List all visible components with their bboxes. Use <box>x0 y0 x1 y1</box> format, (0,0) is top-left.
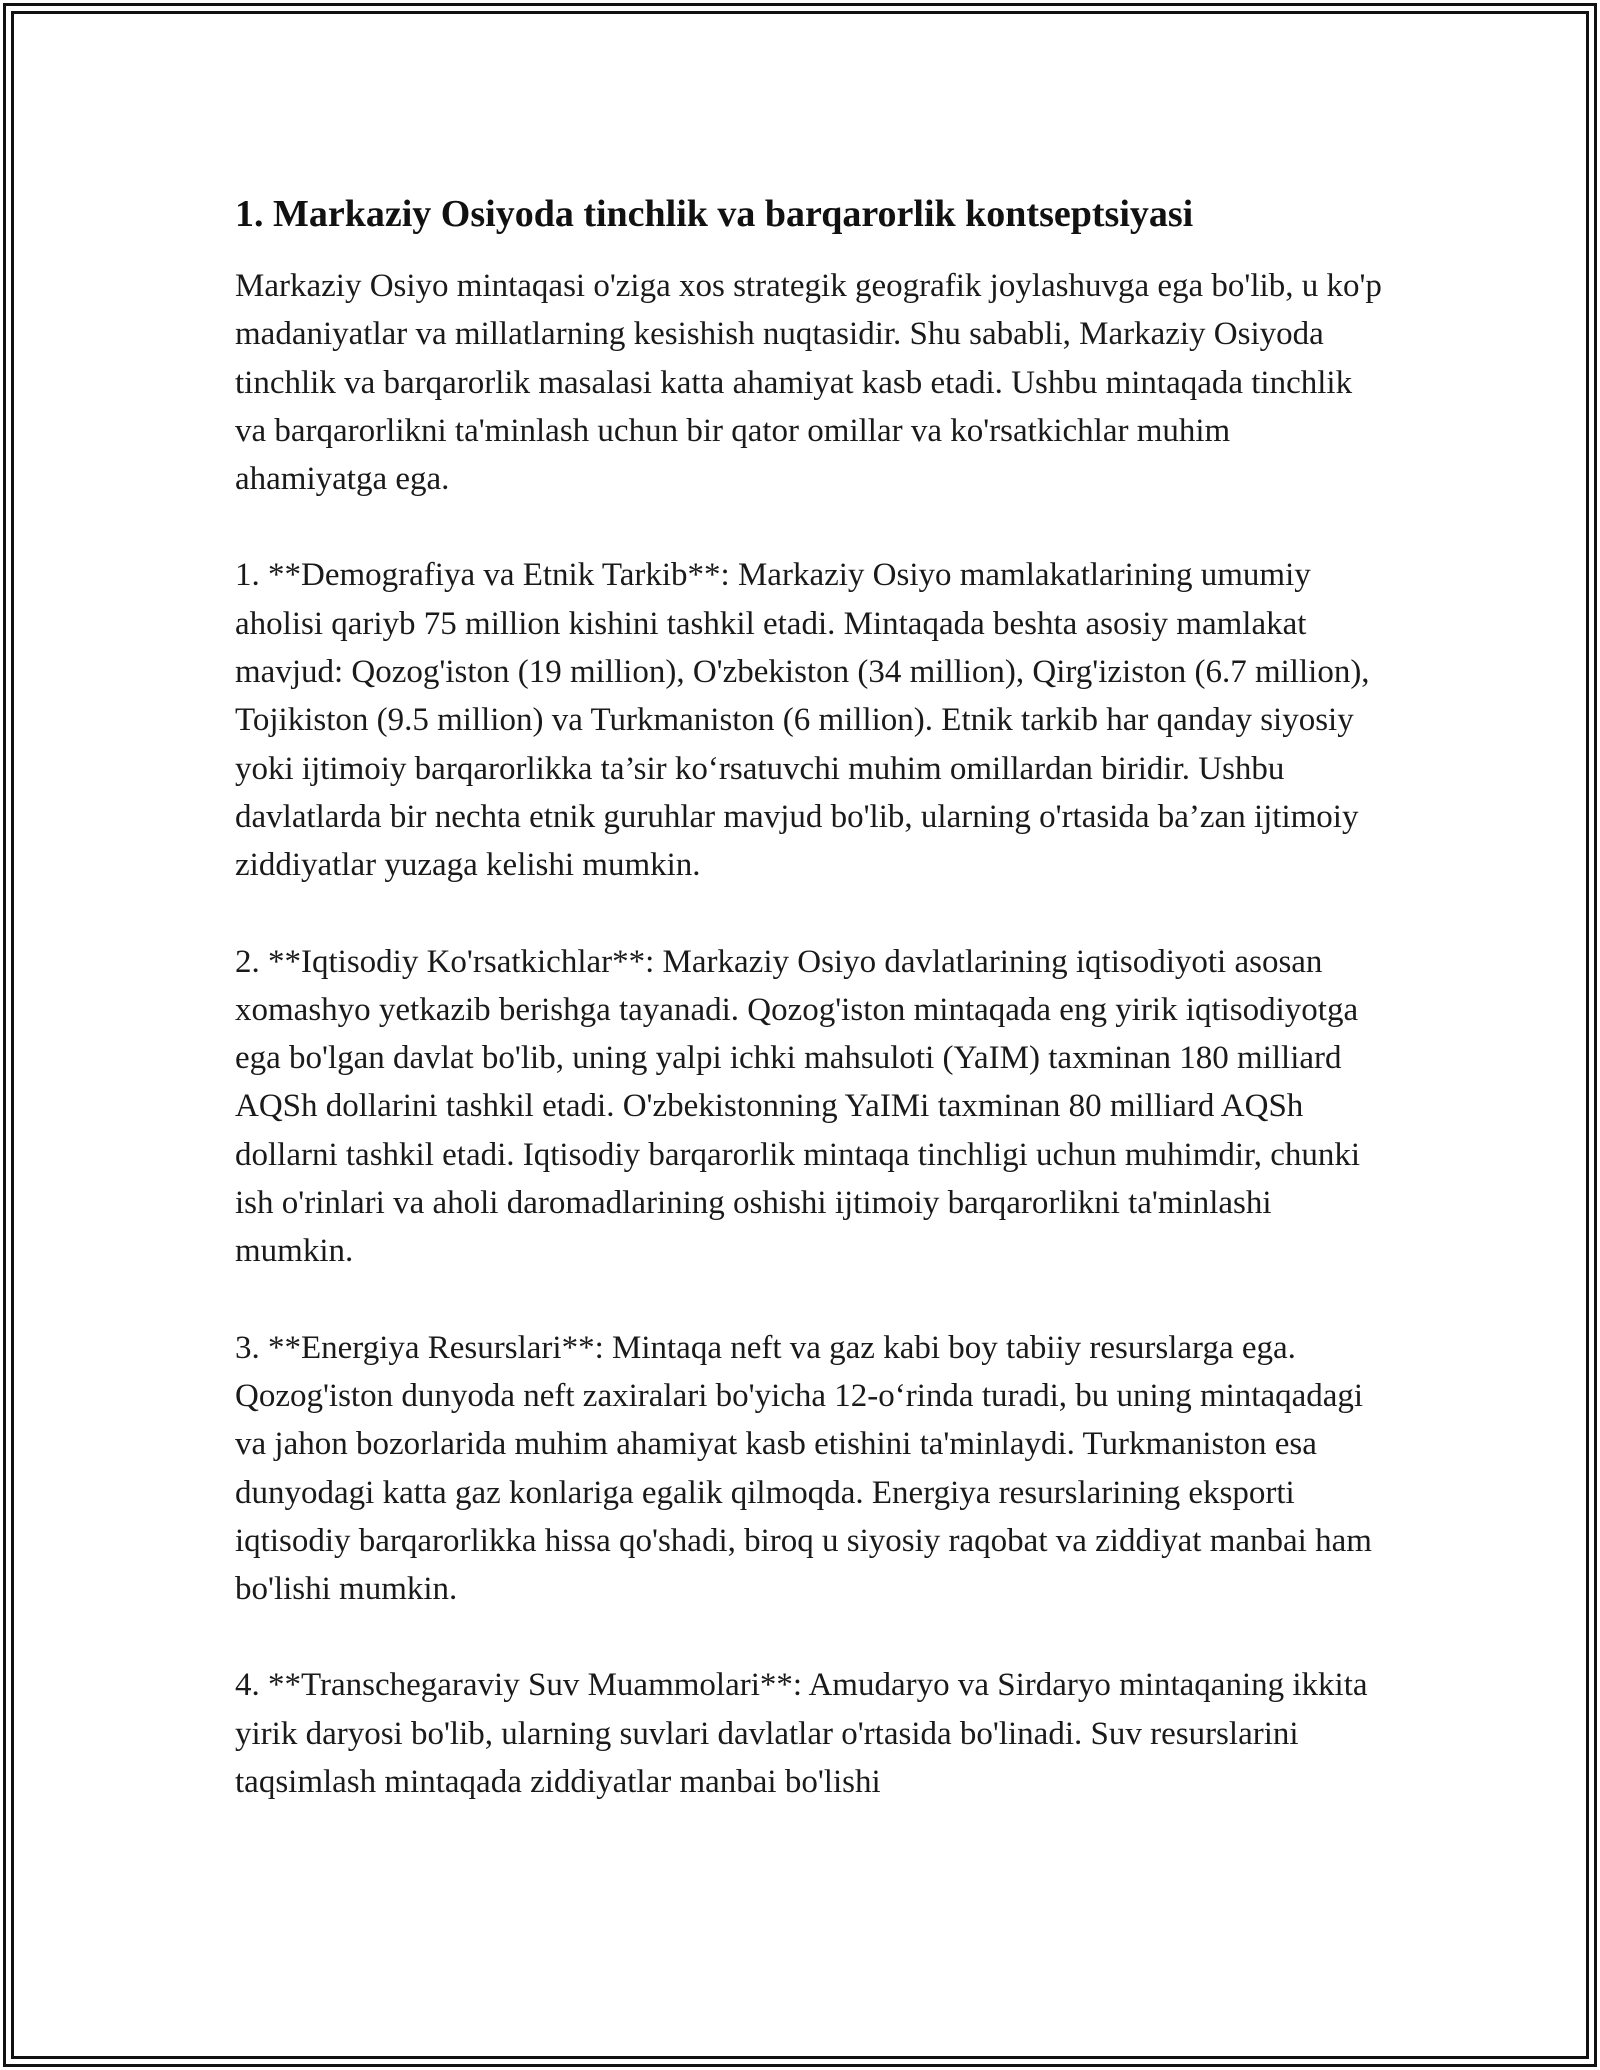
economy-paragraph: 2. **Iqtisodiy Ko'rsatkichlar**: Markaziy Osiyo davlatlarining iqtisodiyoti asosan xomashyo yetkazib berishga tayanadi. Qozog'iston mintaqada eng yirik iqtisodiyotga ega bo'lgan davlat bo'lib, uning yalpi ichki mahsuloti (YaIM) taxminan 180 milliard AQSh dollarini tashkil etadi. O'zbekistonning YaIMi taxminan 80 milliard AQSh dollarni tashkil etadi. Iqtisodiy barqarorlik mintaqa tinchligi uchun muhimdir, chunki ish o'rinlari va aholi daromadlarining oshishi ijtimoiy barqarorlikni ta'minlashi mumkin. <box>235 943 1361 1270</box>
document-title: 1. Markaziy Osiyoda tinchlik va barqarorlik kontseptsiyasi <box>235 193 1194 235</box>
intro-paragraph: Markaziy Osiyo mintaqasi o'ziga xos strategik geografik joylashuvga ega bo'lib, u ko'p madaniyatlar va millatlarning kesishish nuqtasidir. Shu sababli, Markaziy Osiyoda tinchlik va barqarorlik masalasi katta ahamiyat kasb etadi. Ushbu mintaqada tinchlik va barqarorlikni ta'minlash uchun bir qator omillar va ko'rsatkichlar muhim ahamiyatga ega. <box>235 268 1382 498</box>
document-body <box>235 188 1385 1854</box>
energy-paragraph: 3. **Energiya Resurslari**: Mintaqa neft va gaz kabi boy tabiiy resurslarga ega. Qozog'iston dunyoda neft zaxiralari bo'yicha 12-o‘rinda turadi, bu uning mintaqadagi va jahon bozorlarida muhim ahamiyat kasb etishini ta'minlaydi. Turkmaniston esa dunyodagi katta gaz konlariga egalik qilmoqda. Energiya resurslarining eksporti iqtisodiy barqarorlikka hissa qo'shadi, biroq u siyosiy raqobat va ziddiyat manbai ham bo'lishi mumkin. <box>235 1329 1372 1608</box>
water-paragraph: 4. **Transchegaraviy Suv Muammolari**: Amudaryo va Sirdaryo mintaqaning ikkita yirik daryosi bo'lib, ularning suvlari davlatlar o'rtasida bo'linadi. Suv resurslarini taqsimlash mintaqada ziddiyatlar manbai bo'lishi <box>235 1667 1368 1801</box>
demography-paragraph: 1. **Demografiya va Etnik Tarkib**: Markaziy Osiyo mamlakatlarining umumiy aholisi qariyb 75 million kishini tashkil etadi. Mintaqada beshta asosiy mamlakat mavjud: Qozog'iston (19 million), O'zbekiston (34 million), Qirg'iziston (6.7 million), Tojikiston (9.5 million) va Turkmaniston (6 million). Etnik tarkib har qanday siyosiy yoki ijtimoiy barqarorlikka ta’sir ko‘rsatuvchi muhim omillardan biridir. Ushbu davlatlarda bir nechta etnik guruhlar mavjud bo'lib, ularning o'rtasida ba’zan ijtimoiy ziddiyatlar yuzaga kelishi mumkin. <box>235 557 1370 884</box>
